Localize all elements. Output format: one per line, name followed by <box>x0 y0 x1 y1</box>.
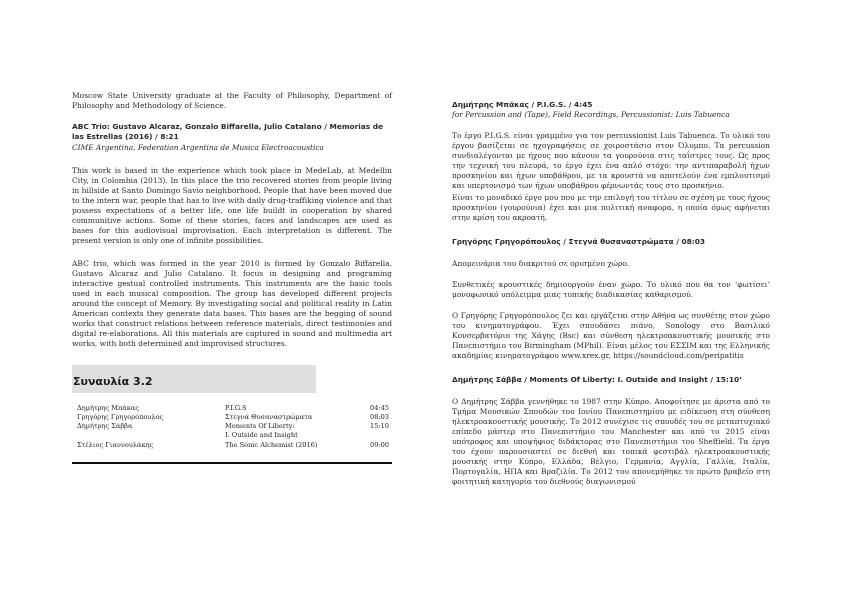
program-divider-rule <box>72 462 392 464</box>
program-title: Συναυλία 3.2 <box>73 375 153 388</box>
bakas-heading: Δημήτρης Μπάκας / P.I.G.S. / 4:45 <box>452 100 593 109</box>
abc-trio-paragraph-1: This work is based in the experience which took place in MedeLab, at Medellin City, in Colombia (2013). In this place the trio recovered stories from people living in hillside at Santo Domingo Savio neighborhood. People that have been moved due to the intern war, people that has to live with daily drug-traffiking violence and that possess expectations of a better life, one life buildt in cooperation by shared communitive actions. Some of these stories, faces and landscapes are used as bases for this audiovisual improvisation. Each interpretation is different. The present version is only one of infinite possibilities. <box>72 166 392 245</box>
program-row-2-duration: 08:03 <box>370 413 390 421</box>
program-row-3-work: Moments Of Liberty: <box>225 422 295 430</box>
program-row-4-work: The Sonic Alchemist (2016) <box>225 441 318 449</box>
program-row-3-work-line2: I. Outside and Insight <box>225 431 298 439</box>
grigoropoulos-paragraph-2: Συνθετικές κρουστικές δημιουργούν έναν χώρο. Το υλικό που θα τον ‘φωτίσει’ μονοφωνικό υπόλειμμα μιας τυπικής διαδικασίας καθαρισμού. <box>452 280 770 299</box>
bakas-paragraph-1: Το έργο P.I.G.S. είναι γραμμένο για τον percussionist Luis Tabuenca. Το υλικό του έργου βασίζεται σε ηχογραφήσεις σε χοιροστάσιο στον Όλυμπο. Τα percussion συνδιαλέγονται με ήχους που κάνουν τα γουρούνια στις ταΐστρες τους. Ως προς την τεχνική του πλευρά, το έργο έχει ένα απλό στόχο: την αντιπαραβολή ήχων προσκηνίου και ήχων υποβάθρου, με τα κρουστά να αποτελούν ένα εμπλουτισμό και υπερτονισμό των ήχων υποβάθρου φέρνωντάς τους στο προσκήνιο. <box>452 131 770 190</box>
bio-intro: Moscow State University graduate at the Faculty of Philosophy, Department of Philosophy and Methodology of Science. <box>72 91 392 110</box>
program-row-4-composer: Στέλιος Γιαννουλάκης <box>77 441 154 449</box>
program-row-1-duration: 04:45 <box>370 404 390 412</box>
abc-trio-subtitle: CIME Argentina, Federation Argentina de Musica Electroacoustica <box>72 143 324 152</box>
program-row-3-composer: Δημήτρης Σάββα <box>77 422 133 430</box>
grigoropoulos-heading: Γρηγόρης Γρηγορόπουλος / Στεγνά θυσαναστρώματα / 08:03 <box>452 237 705 246</box>
program-row-4-duration: 09:00 <box>370 441 390 449</box>
bakas-subtitle: for Percussion and (Tape), Field Recordings, Percussionist: Luis Tabuenca <box>452 110 730 119</box>
bakas-paragraph-2: Είναι το μοναδικό έργο μου που με την επιλογή του τίτλου σε σχέση με τους ήχους προσκηνίου (γουρούνια) έχει και μια πολιτική αναφορα, η οποία όμως αφήνεται στην κρίση του ακροατή. <box>452 193 770 222</box>
program-row-2-work: Στεγνά Θυσαναστρώματα <box>225 413 313 421</box>
program-row-1-work: P.I.G.S <box>225 404 247 412</box>
program-row-3-duration: 15:10 <box>370 422 390 430</box>
savva-paragraph-1: Ο Δημήτρης Σάββα γεννήθηκε το 1987 στην Κύπρο. Αποφοίτησε με άριστα από το Τμήμα Μουσικών Σπουδών του Ιονίου Πανεπιστημίου με ειδίκευση στη σύνθεση ηλεκτροακουστικής μουσικής. Το 2012 συνέχισε τις σπουδές του σε μεταπτυχιακό επίπεδο μάστερ στο Πανεπιστήμιο του Manchester και από το 2015 είναι υπότροφος και υποψήφιος διδάκτορας στο Πανεπιστήμιο του Sheffield. Τα έργα του έχουν παρουσιαστεί σε διεθνή και τοπικά φεστιβάλ ηλεκτροακουστικής μουσικής στην Κύπρο, Ελλάδα, Βέλγιο, Γερμανία, Αγγλία, Γαλλία, Ιταλία, Πορτογαλία, ΗΠΑ και Βραζιλία. Το 2012 του απονεμήθηκε το πρώτο βραβείο στη φοιτητική κατηγορία του διεθνούς διαγωνισμού <box>452 397 770 486</box>
grigoropoulos-paragraph-3: Ο Γρηγόρης Γρηγορόπουλος ζει και εργάζεται στην Αθήνα ως συνθέτης στον χώρο του κινηματογράφου. Έχει σπουδάσει πιάνο, Sonology στο Βασιλικό Κονσερβατόριο της Χάγης (Bsc) και σύνθεση ηλεκτροακουστικής μουσικής στο Πανεπιστήμιο του Birmingham (MPhil). Είναι μέλος του ΕΣΣΙΜ και της Ελληνικής ακαδημίας κινηματογράφου www.xrex.gr, https://soundcloud.com/peripatitis <box>452 311 770 360</box>
program-row-2-composer: Γρηγόρης Γρηγορόπουλος <box>77 413 164 421</box>
grigoropoulos-paragraph-1: Απομεινάρια του διακριτού σε ορισμένο χώρο. <box>452 259 630 268</box>
program-row-1-composer: Δημήτρης Μπάκας <box>77 404 140 412</box>
savva-heading: Δημήτρης Σάββα / Moments Of Liberty: I. Outside and Insight / 15:10’ <box>452 375 742 384</box>
abc-trio-paragraph-2: ABC trio, which was formed in the year 2010 is formed by Gonzalo Biffarella, Gustavo Alcaraz and Julio Catalano. It focus in designing and programing interactive gestual controlled instruments. This instruments are the basic tools used in each musical composition. The group has developed different projects around the concept of Memory. By investigating social and political reality in Latin American contexts they generate data bases. This bases are the begging of sound works that construct relations between reference materials, direct testimonies and digital re-elaborations. All this materials are captured in sound and multimedia art works, with both determined and improvised structures. <box>72 259 392 348</box>
abc-trio-heading: ABC Trio: Gustavo Alcaraz, Gonzalo Biffarella, Julio Catalano / Memorias de las Estrellas (2016) / 8:21 <box>72 122 384 141</box>
